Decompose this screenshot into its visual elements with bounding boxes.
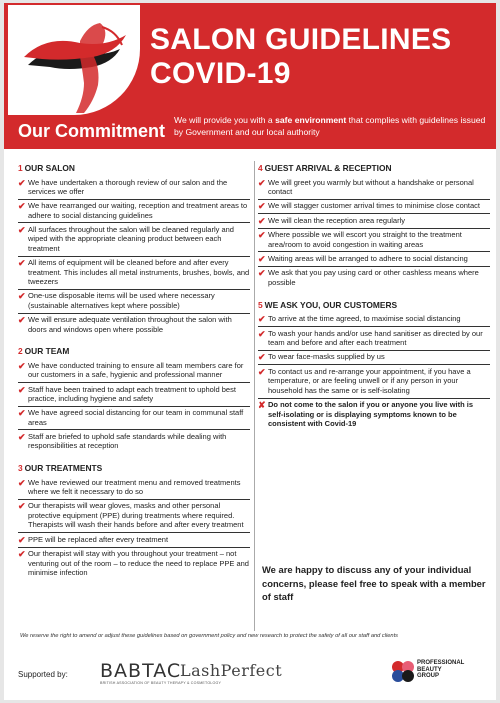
list-item-text: We will clean the reception area regularly — [268, 215, 406, 225]
list-item — [258, 313, 490, 328]
list-item — [258, 351, 490, 366]
check-icon: ✔ — [18, 177, 26, 188]
section-we-ask-you-our-customers — [258, 300, 490, 431]
left-column — [18, 163, 250, 590]
commitment-text — [174, 115, 492, 138]
section-number: 5 — [258, 299, 263, 310]
list-item-text: To wash your hands and/or use hand sanitiser as directed by our team and before and after each treatment — [268, 328, 483, 348]
section-guest-arrival-reception — [258, 163, 490, 290]
commitment-text-pre: We will provide you with a — [174, 115, 276, 125]
section-number: 2 — [18, 346, 23, 357]
check-icon: ✔ — [18, 477, 26, 488]
section-title — [18, 463, 250, 474]
list-item-text: We will greet you warmly but without a handshake or personal contact — [268, 177, 474, 197]
guidelines-poster — [4, 3, 496, 700]
check-icon: ✔ — [258, 177, 266, 188]
happy-to-discuss-text: We are happy to discuss any of your individual concerns, please feel free to speak with a member of staff — [262, 564, 486, 602]
check-icon: ✔ — [18, 408, 26, 419]
list-item — [18, 476, 250, 500]
list-item — [18, 290, 250, 314]
list-item-text: To arrive at the time agreed, to maximise social distancing — [268, 314, 461, 324]
check-icon: ✔ — [18, 360, 26, 371]
check-icon: ✔ — [18, 291, 26, 302]
list-item — [18, 314, 250, 337]
warning-item — [258, 399, 490, 431]
list-item-text: Where possible we will escort you straight to the treatment area/room to avoid congestion in waiting areas — [268, 230, 462, 249]
section-title — [258, 163, 490, 174]
list-item-text: Our therapists will wear gloves, masks and other personal protective equipment (PPE) during treatments where required. Therapists will wash their hands before and after every treatment — [28, 501, 244, 530]
list-item-text: To contact us and re-arrange your appointment, if you have a temperature, or are feeling unwell or if any person in your household has the same or is self-isolating — [268, 366, 471, 395]
section-title — [258, 300, 490, 311]
section-number: 4 — [258, 163, 263, 173]
salon-logo — [8, 5, 140, 115]
lash-perfect-logo: LashPerfect — [180, 661, 283, 680]
list-item — [18, 430, 250, 453]
list-item — [18, 359, 250, 383]
list-item-text: We have undertaken a thorough review of our salon and the services we offer — [28, 177, 228, 197]
check-icon: ✔ — [18, 431, 26, 442]
list-item-text: Waiting areas will be arranged to adhere to social distancing — [268, 253, 468, 263]
list-item — [18, 223, 250, 256]
commitment-heading: Our Commitment — [18, 121, 166, 141]
list-item-text: We have agreed social distancing for our team in communal staff areas — [28, 408, 244, 427]
pbg-line-1: PROFESSIONAL — [417, 660, 465, 666]
list-item — [258, 229, 490, 253]
check-icon: ✔ — [18, 224, 26, 235]
list-item — [18, 407, 250, 431]
list-item — [18, 383, 250, 407]
pbg-line-2: BEAUTY — [417, 666, 442, 673]
section-our-team — [18, 346, 250, 453]
supported-by-label: Supported by: — [18, 670, 68, 679]
babtac-logo: BABTAC — [100, 660, 182, 682]
section-title-text: OUR SALON — [24, 163, 75, 173]
list-item — [18, 176, 250, 200]
list-item — [18, 533, 250, 548]
professional-beauty-group-logo — [417, 660, 464, 680]
check-icon: ✔ — [258, 253, 266, 264]
list-item — [258, 214, 490, 229]
header-banner — [4, 3, 496, 149]
warning-text: Do not come to the salon if you or anyone you live with is self-isolating or is displaying symptoms known to be consistent with Covid-19 — [268, 400, 474, 429]
list-item-text: We have reviewed our treatment menu and removed treatments where we felt it necessary to do so — [28, 477, 241, 497]
list-item — [258, 200, 490, 215]
section-title-text: OUR TREATMENTS — [24, 463, 103, 474]
check-icon: ✔ — [258, 230, 266, 241]
column-divider — [254, 161, 255, 631]
list-item — [18, 548, 250, 580]
list-item — [258, 365, 490, 398]
list-item-text: One-use disposable items will be used where necessary (sustainable alternatives kept where possible) — [28, 291, 215, 311]
section-title-text: OUR TEAM — [24, 346, 70, 357]
commitment-text-post: that complies with guidelines issued by Government and our local authority — [174, 115, 486, 137]
list-item — [18, 500, 250, 533]
section-title-text: WE ASK YOU, OUR CUSTOMERS — [264, 299, 398, 310]
list-item-text: PPE will be replaced after every treatment — [28, 534, 169, 544]
list-item — [258, 267, 490, 290]
check-icon: ✔ — [258, 314, 266, 325]
list-item — [258, 252, 490, 267]
check-icon: ✔ — [258, 352, 266, 363]
list-item-text: To wear face-masks supplied by us — [268, 352, 385, 362]
section-our-treatments — [18, 463, 250, 580]
list-item-text: Our therapist will stay with you throughout your treatment – not venturing out of the room – to reduce the need to replace PPE and minimise infection — [28, 549, 249, 578]
list-item — [18, 257, 250, 290]
right-column — [258, 163, 490, 441]
check-icon: ✔ — [18, 201, 26, 212]
check-icon: ✔ — [18, 258, 26, 269]
section-title — [18, 346, 250, 357]
section-number: 3 — [18, 463, 23, 474]
check-icon: ✔ — [258, 201, 266, 212]
check-icon: ✔ — [258, 366, 266, 377]
section-number: 1 — [18, 163, 23, 173]
list-item-text: All items of equipment will be cleaned before and after every treatment. This includes all metal instruments, brushes, bowls, and tweezers — [28, 258, 250, 287]
list-item-text: We have rearranged our waiting, reception and treatment areas to adhere to social distancing guidelines — [28, 201, 248, 220]
woman-silhouette-icon — [8, 5, 140, 115]
section-title-text: GUEST ARRIVAL & RECEPTION — [264, 163, 392, 173]
check-icon: ✔ — [18, 315, 26, 326]
cross-icon: ✘ — [258, 400, 266, 411]
list-item-text: All surfaces throughout the salon will be cleaned regularly and wiped with the appropriate cleaning product between each treatment — [28, 224, 234, 254]
list-item — [258, 327, 490, 351]
pbg-line-3: GROUP — [417, 673, 440, 680]
title-line-1: SALON GUIDELINES — [150, 23, 452, 56]
check-icon: ✔ — [258, 328, 266, 339]
list-item-text: We ask that you pay using card or other cashless means where possible — [268, 268, 479, 287]
check-icon: ✔ — [18, 501, 26, 512]
check-icon: ✔ — [18, 534, 26, 545]
footnote: We reserve the right to amend or adjust these guidelines based on government policy and new research to protect the safety of all our staff and clients — [20, 633, 399, 639]
check-icon: ✔ — [258, 268, 266, 279]
list-item-text: We will stagger customer arrival times to minimise close contact — [268, 201, 481, 211]
title-line-2: COVID-19 — [150, 57, 291, 90]
check-icon: ✔ — [258, 215, 266, 226]
section-our-salon — [18, 163, 250, 336]
commitment-text-bold: safe environment — [275, 115, 347, 125]
babtac-logo-subtitle: BRITISH ASSOCIATION OF BEAUTY THERAPY & COSMETOLOGY — [100, 681, 222, 685]
list-item — [258, 176, 490, 200]
check-icon: ✔ — [18, 384, 26, 395]
section-title — [18, 163, 250, 174]
list-item-text: We will ensure adequate ventilation throughout the salon with doors and windows open where possible — [28, 315, 232, 334]
list-item-text: Staff are briefed to uphold safe standards while dealing with responsibilities at reception — [28, 431, 227, 451]
check-icon: ✔ — [18, 549, 26, 560]
list-item-text: We have conducted training to ensure all team members care for our customers in a safe, hygienic and professional manner — [28, 360, 244, 380]
list-item — [18, 200, 250, 224]
list-item-text: Staff have been trained to adapt each treatment to uphold best practice, including hygiene and safety — [28, 384, 236, 404]
professional-beauty-group-icon — [390, 659, 416, 683]
page-title — [150, 23, 490, 91]
